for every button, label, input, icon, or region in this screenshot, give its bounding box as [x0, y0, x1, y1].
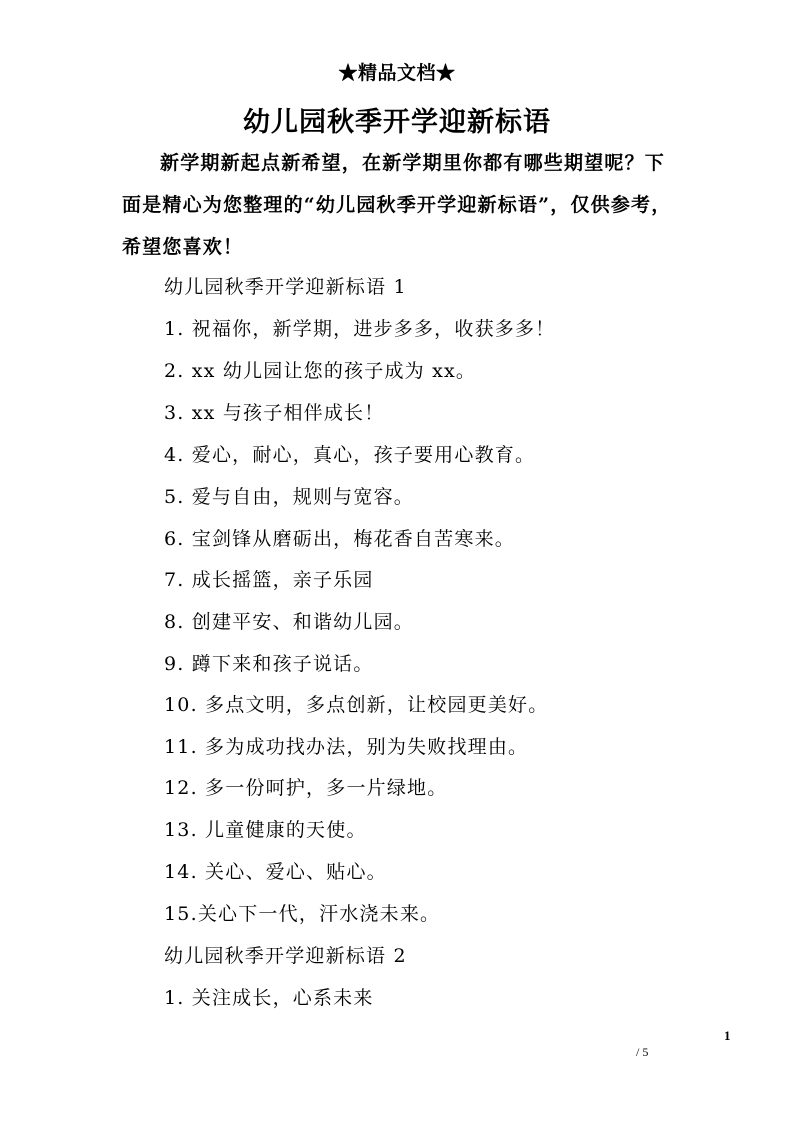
- slogan-item: 11. 多为成功找办法，别为失败找理由。: [164, 736, 529, 758]
- section-1-heading: 幼儿园秋季开学迎新标语 1: [164, 276, 407, 298]
- slogan-item: 4. 爱心，耐心，真心，孩子要用心教育。: [164, 444, 536, 466]
- slogan-item: 8. 创建平安、和谐幼儿园。: [164, 611, 414, 633]
- slogan-item: 7. 成长摇篮，亲子乐园: [164, 569, 374, 591]
- page-number: 1: [724, 1028, 731, 1043]
- slogan-item: 10. 多点文明，多点创新，让校园更美好。: [164, 694, 549, 716]
- slogan-item: 15.关心下一代，汗水浇未来。: [164, 903, 441, 925]
- slogan-item: 9. 蹲下来和孩子说话。: [164, 653, 374, 675]
- slogan-item: 1. 关注成长，心系未来: [164, 987, 374, 1009]
- slogan-item: 5. 爱与自由，规则与宽容。: [164, 486, 414, 508]
- slogan-item: 3. xx 与孩子相伴成长！: [164, 402, 385, 424]
- slogan-item: 6. 宝剑锋从磨砺出，梅花香自苦寒来。: [164, 528, 515, 550]
- document-header: ★精品文档★: [338, 62, 456, 84]
- slogan-item: 2. xx 幼儿园让您的孩子成为 xx。: [164, 360, 477, 382]
- slogan-item: 12. 多一份呵护，多一片绿地。: [164, 777, 448, 799]
- document-title: 幼儿园秋季开学迎新标语: [243, 107, 551, 138]
- slogan-item: 14. 关心、爱心、贴心。: [164, 861, 387, 883]
- slogan-item: 1. 祝福你，新学期，进步多多，收获多多！: [164, 318, 556, 340]
- page-total: / 5: [636, 1045, 649, 1059]
- section-2-heading: 幼儿园秋季开学迎新标语 2: [164, 945, 407, 967]
- slogan-item: 13. 儿童健康的天使。: [164, 819, 367, 841]
- intro-paragraph: 新学期新起点新希望，在新学期里你都有哪些期望呢？下面是精心为您整理的“幼儿园秋季开学迎新标语”，仅供参考，希望您喜欢！: [122, 152, 672, 258]
